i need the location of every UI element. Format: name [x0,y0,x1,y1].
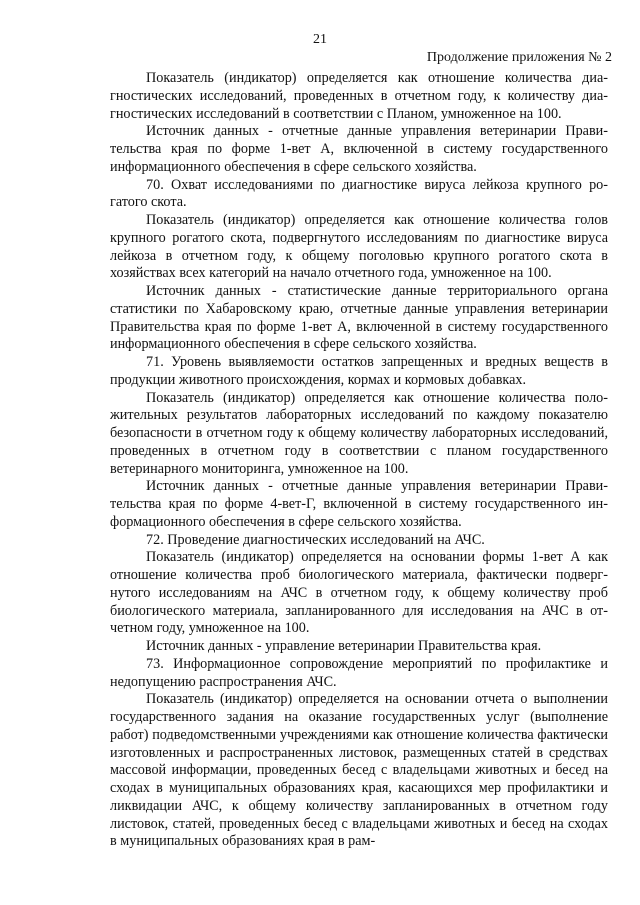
appendix-continuation-note: Продолжение приложения № 2 [426,50,612,65]
paragraph: Источник данных - отчетные данные управления ветеринарии Правительства края по форме 1-вет А, включенной в систему государственного информационного обеспечения в сфере сельского хозяйства. [110,123,608,175]
paragraph: Показатель (индикатор) определяется на основании отчета о выполнении государственного задания на оказание государственных услуг (выполнение работ) подведомственными учреждениями как отношение количества фактически изготовленных и распространенных листовок, размещенных статей в средствах массовой информации, проведенных бесед с владельцами животных и бесед на сходах в муниципальных образованиях края, касающихся мер профилактики и ликвидации АЧС, к общему количеству запланированных в отчетном году листовок, статей, проведенных бесед с владельцами животных и бесед на сходах в муниципальных образованиях края в рам- [110,691,608,850]
paragraph-item-heading: 72. Проведение диагностических исследований на АЧС. [146,531,485,548]
paragraph: Источник данных - отчетные данные управления ветеринарии Правительства края по форме 4-вет-Г, включенной в систему государственного информационного обеспечения в сфере сельского хозяйства. [110,478,608,530]
page-number: 21 [313,32,327,47]
paragraph: Показатель (индикатор) определяется как отношение количества голов крупного рогатого скота, подвергнутого исследованиям по диагностике вируса лейкоза в отчетном году, к общему поголовью крупного рогатого скота в хозяйствах всех категорий на начало отчетного года, умноженное на 100. [110,212,608,282]
paragraph-item-heading: 71. Уровень выявляемости остатков запрещенных и вредных веществ в продукции животного происхождения, кормах и кормовых добавках. [110,354,608,388]
paragraph: Показатель (индикатор) определяется как отношение количества диагностических исследований, проведенных в отчетном году, к количеству диагностических исследований в соответствии с Планом, умноженное на 100. [110,70,608,122]
paragraph-item-heading: 73. Информационное сопровождение мероприятий по профилактике и недопущению распространения АЧС. [110,655,608,690]
paragraph: Источник данных - статистические данные территориального органа статистики по Хабаровскому краю, отчетные данные управления ветеринарии Правительства края по форме 1-вет А, включенной в систему государственного информационного обеспечения в сфере сельского хозяйства. [110,283,608,353]
paragraph: Источник данных - управление ветеринарии Правительства края. [146,638,542,654]
document-body [110,70,608,851]
paragraph: Показатель (индикатор) определяется как отношение количества положительных результатов лабораторных исследований по каждому показателю безопасности в отчетном году к общему количеству лабораторных исследований, проведенных в отчетном году в соответствии с планом государственного ветеринарного мониторинга, умноженное на 100. [110,389,608,477]
paragraph-item-heading: 70. Охват исследованиями по диагностике вируса лейкоза крупного рогатого скота. [110,176,608,211]
paragraph: Показатель (индикатор) определяется на основании формы 1-вет А как отношение количества проб биологического материала, фактически подвергнутого исследованиям на АЧС в отчетном году, к общему количеству проб биологического материала, запланированного для исследования на АЧС в отчетном году, умноженное на 100. [110,549,608,637]
